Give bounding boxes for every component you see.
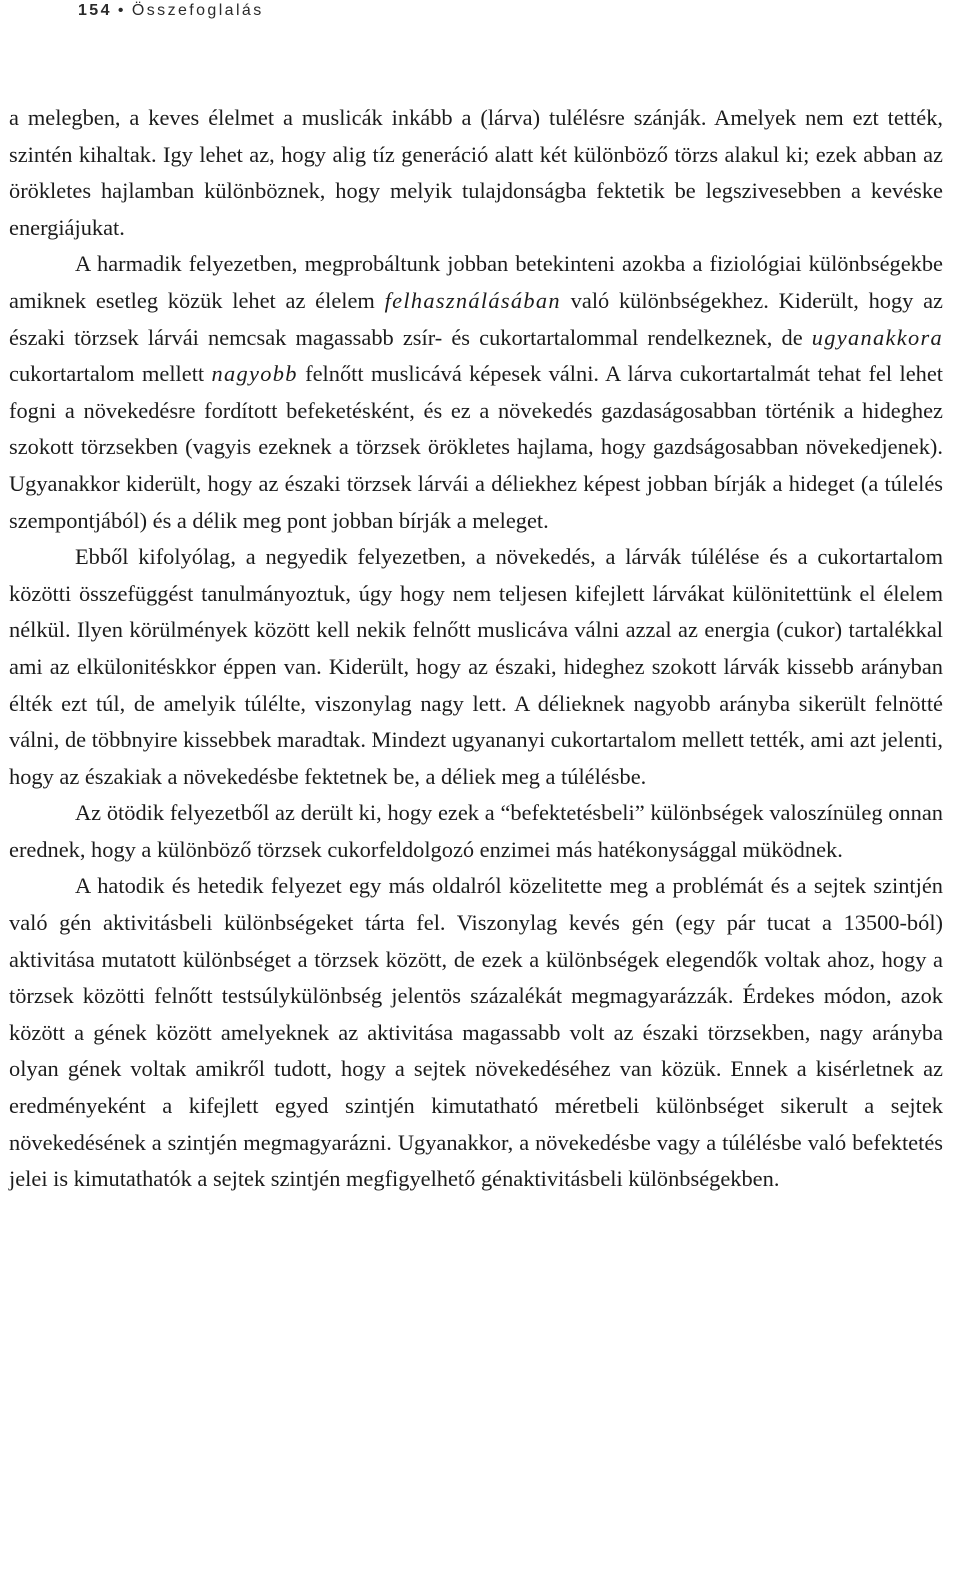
paragraph-text: A hatodik és hetedik felyezet egy más oldalról közelitette meg a problémát és a sejtek szintjén való gén aktivitásbeli különbségeket tárta fel. Viszonylag kevés gén (egy pár tucat a 13500-ból) aktivitása mutatott különbséget a törzsek között, de ezek a különbségek elegendők voltak ahoz, hogy a törzsek közötti felnőtt testsúlykülönbség jelentös százalékát megmagyarázzák. Érdekes módon, azok között a gének között amelyeknek az aktivitása magassabb volt az északi törzsekben, nagy arányba olyan gének voltak amikről tudott, hogy a sejtek növekedéséhez van közük. Ennek a kisérletnek az eredményeként a kifejlett egyed szintjén kimutatható méretbeli különbséget sikerult a sejtek növekedésének a szintjén megmagyarázni. Ugyanakkor, a növekedésbe vagy a túlélésbe való befektetés jelei is kimutathatók a sejtek szintjén megfigyelhető génaktivitásbeli különbségekben. — [9, 873, 943, 1192]
emphasis-nagyobb: nagyobb — [211, 361, 298, 387]
paragraph-text: felnőtt muslicává képesek válni. A lárva cukortartalmát tehat fel lehet fogni a növekedésre fordított befeketésként, és ez a növekedés gazdaságosabban történik a hideghez szokott törzsekben (vagyis ezeknek a törzsek örökletes hajlama, hogy gazdságosabban növekedjenek). Ugyanakkor kiderült, hogy az északi törzsek lárvái a déliekhez képest jobban bírják a hideget (a túlelés szempontjából) és a délik meg pont jobban bírják a meleget. — [9, 361, 943, 533]
paragraph-3 — [9, 539, 943, 795]
emphasis-felhasznalasaban: felhasználásában — [384, 287, 561, 313]
running-head — [78, 2, 264, 20]
header-separator: • — [117, 2, 126, 19]
paragraph-1 — [9, 100, 943, 246]
paragraph-text: cukortartalom mellett — [9, 361, 212, 387]
paragraph-text: A harmadik felyezetben, megprobáltunk jobban betekinteni azokba a fiziológiai különbségekbe amiknek esetleg közük lehet az élelem — [9, 251, 943, 313]
paragraph-text: Ebből kifolyólag, a negyedik felyezetben, a növekedés, a lárvák túlélése és a cukortartalom közötti összefüggést tanulmányoztuk, úgy hogy nem teljesen kifejlett lárvákat különitettünk el élelem nélkül. Ilyen körülmények között kell nekik felnőtt muslicáva válni azzal az energia (cukor) tartalékkal ami az elkülonitéskkor éppen van. Kiderült, hogy az északi, hideghez szokott lárvák kissebb arányban élték ezt túl, de amelyik túlélte, viszonylag nagy lett. A délieknek nagyobb arányba sikerült felnötté válni, de többnyire kissebbek maradtak. Mindezt ugyananyi cukortartalom mellett tették, ami azt jelenti, hogy az északiak a növekedésbe fektetnek be, a déliek meg a túlélésbe. — [9, 544, 943, 789]
paragraph-text: való különbségekhez. Kiderült, hogy az északi törzsek lárvái nemcsak magassabb zsír- és cukortartalommal rendelkeznek, de — [9, 287, 943, 350]
text-body — [9, 100, 943, 1198]
paragraph-5 — [9, 868, 943, 1197]
paragraph-text: a melegben, a keves élelmet a muslicák inkább a (lárva) tulélésre szánják. Amelyek nem ezt tették, szintén kihaltak. Igy lehet az, hogy alig tíz generáció alatt két különböző törzs alakul ki; ezek abban az örökletes hajlamban különböznek, hogy melyik tulajdonságba fektetik be legszivesebben a kevéske energiájukat. — [9, 105, 943, 240]
page-number: 154 — [78, 2, 112, 19]
chapter-title: Összefoglalás — [131, 2, 264, 19]
paragraph-text: Az ötödik felyezetből az derült ki, hogy ezek a “befektetésbeli” különbségek valoszínüleg onnan erednek, hogy a különböző törzsek cukorfeldolgozó enzimei más hatékonysággal müködnek. — [9, 800, 943, 862]
emphasis-ugyanakkora: ugyanakkora — [811, 324, 943, 350]
paragraph-2 — [9, 246, 943, 539]
paragraph-4 — [9, 795, 943, 868]
